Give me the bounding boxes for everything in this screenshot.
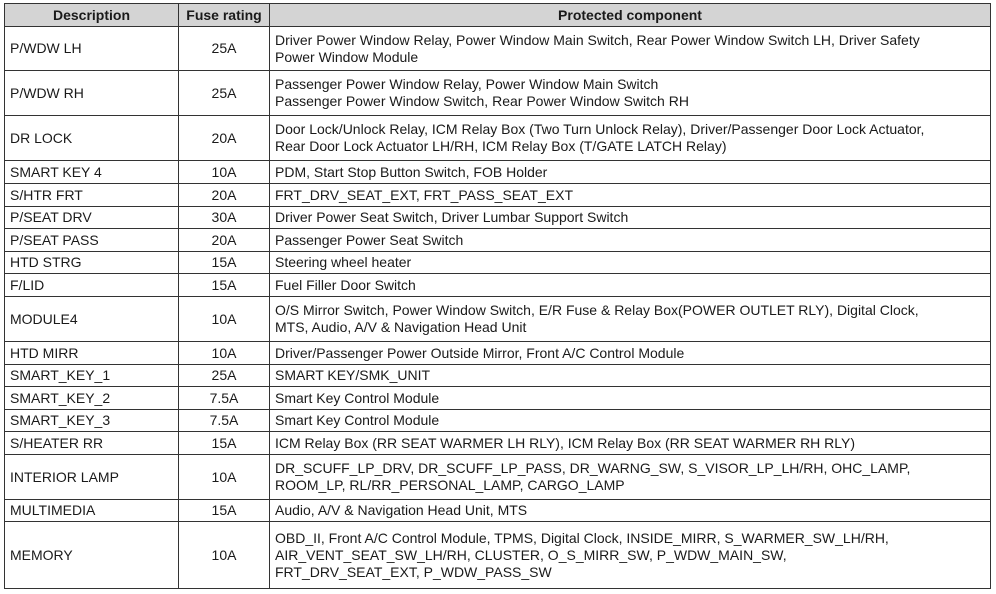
fuse-rating-cell: 15A [179, 432, 270, 455]
header-row [5, 4, 991, 27]
header-fuse-rating: Fuse rating [179, 4, 270, 27]
description-cell: INTERIOR LAMP [5, 455, 179, 500]
table-row [5, 161, 991, 184]
table-row [5, 522, 991, 589]
fuse-rating-cell: 10A [179, 297, 270, 342]
description-cell: P/WDW LH [5, 27, 179, 71]
description-cell: F/LID [5, 274, 179, 297]
table-row [5, 455, 991, 500]
description-cell: MODULE4 [5, 297, 179, 342]
table-row [5, 365, 991, 387]
table-row [5, 207, 991, 229]
protected-component-cell: SMART KEY/SMK_UNIT [270, 365, 991, 387]
protected-component-cell: Passenger Power Window Relay, Power Window Main Switch Passenger Power Window Switch, Rear Power Window Switch RH [270, 71, 991, 116]
table-row [5, 297, 991, 342]
table-row [5, 342, 991, 365]
description-cell: HTD STRG [5, 252, 179, 274]
table-row [5, 229, 991, 252]
fuse-rating-cell: 10A [179, 522, 270, 589]
table-row [5, 252, 991, 274]
protected-component-cell: Driver Power Seat Switch, Driver Lumbar Support Switch [270, 207, 991, 229]
fuse-rating-cell: 15A [179, 500, 270, 522]
header-protected-component: Protected component [270, 4, 991, 27]
protected-component-cell: O/S Mirror Switch, Power Window Switch, E/R Fuse & Relay Box(POWER OUTLET RLY), Digital Clock, MTS, Audio, A/V & Navigation Head Unit [270, 297, 991, 342]
protected-component-cell: ICM Relay Box (RR SEAT WARMER LH RLY), ICM Relay Box (RR SEAT WARMER RH RLY) [270, 432, 991, 455]
table-body [5, 27, 991, 589]
protected-component-cell: Smart Key Control Module [270, 387, 991, 410]
header-description: Description [5, 4, 179, 27]
fuse-rating-cell: 15A [179, 252, 270, 274]
description-cell: SMART_KEY_2 [5, 387, 179, 410]
protected-component-cell: Smart Key Control Module [270, 410, 991, 432]
table-row [5, 184, 991, 207]
table-row [5, 27, 991, 71]
fuse-rating-cell: 10A [179, 161, 270, 184]
description-cell: P/SEAT DRV [5, 207, 179, 229]
description-cell: SMART KEY 4 [5, 161, 179, 184]
table-row [5, 116, 991, 161]
fuse-table [4, 3, 991, 589]
protected-component-cell: Audio, A/V & Navigation Head Unit, MTS [270, 500, 991, 522]
description-cell: S/HTR FRT [5, 184, 179, 207]
fuse-rating-cell: 10A [179, 342, 270, 365]
fuse-rating-cell: 10A [179, 455, 270, 500]
table-row [5, 274, 991, 297]
description-cell: MEMORY [5, 522, 179, 589]
table-row [5, 387, 991, 410]
description-cell: DR LOCK [5, 116, 179, 161]
fuse-rating-cell: 15A [179, 274, 270, 297]
protected-component-cell: Driver Power Window Relay, Power Window Main Switch, Rear Power Window Switch LH, Driver Safety Power Window Module [270, 27, 991, 71]
fuse-rating-cell: 20A [179, 229, 270, 252]
fuse-rating-cell: 25A [179, 365, 270, 387]
description-cell: SMART_KEY_3 [5, 410, 179, 432]
fuse-rating-cell: 25A [179, 27, 270, 71]
fuse-rating-cell: 30A [179, 207, 270, 229]
fuse-rating-cell: 25A [179, 71, 270, 116]
table-row [5, 500, 991, 522]
description-cell: S/HEATER RR [5, 432, 179, 455]
description-cell: HTD MIRR [5, 342, 179, 365]
protected-component-cell: Door Lock/Unlock Relay, ICM Relay Box (Two Turn Unlock Relay), Driver/Passenger Door Lock Actuator, Rear Door Lock Actuator LH/RH, ICM Relay Box (T/GATE LATCH Relay) [270, 116, 991, 161]
protected-component-cell: OBD_II, Front A/C Control Module, TPMS, Digital Clock, INSIDE_MIRR, S_WARMER_SW_LH/RH, AIR_VENT_SEAT_SW_LH/RH, CLUSTER, O_S_MIRR_SW, P_WDW_MAIN_SW, FRT_DRV_SEAT_EXT, P_WDW_PASS_SW [270, 522, 991, 589]
table-row [5, 410, 991, 432]
fuse-rating-cell: 20A [179, 116, 270, 161]
fuse-rating-cell: 20A [179, 184, 270, 207]
protected-component-cell: Passenger Power Seat Switch [270, 229, 991, 252]
protected-component-cell: PDM, Start Stop Button Switch, FOB Holder [270, 161, 991, 184]
description-cell: MULTIMEDIA [5, 500, 179, 522]
fuse-rating-cell: 7.5A [179, 410, 270, 432]
protected-component-cell: DR_SCUFF_LP_DRV, DR_SCUFF_LP_PASS, DR_WARNG_SW, S_VISOR_LP_LH/RH, OHC_LAMP, ROOM_LP, RL/RR_PERSONAL_LAMP, CARGO_LAMP [270, 455, 991, 500]
protected-component-cell: Steering wheel heater [270, 252, 991, 274]
description-cell: P/SEAT PASS [5, 229, 179, 252]
protected-component-cell: Driver/Passenger Power Outside Mirror, Front A/C Control Module [270, 342, 991, 365]
protected-component-cell: Fuel Filler Door Switch [270, 274, 991, 297]
fuse-rating-cell: 7.5A [179, 387, 270, 410]
description-cell: SMART_KEY_1 [5, 365, 179, 387]
table-row [5, 432, 991, 455]
table-row [5, 71, 991, 116]
description-cell: P/WDW RH [5, 71, 179, 116]
protected-component-cell: FRT_DRV_SEAT_EXT, FRT_PASS_SEAT_EXT [270, 184, 991, 207]
